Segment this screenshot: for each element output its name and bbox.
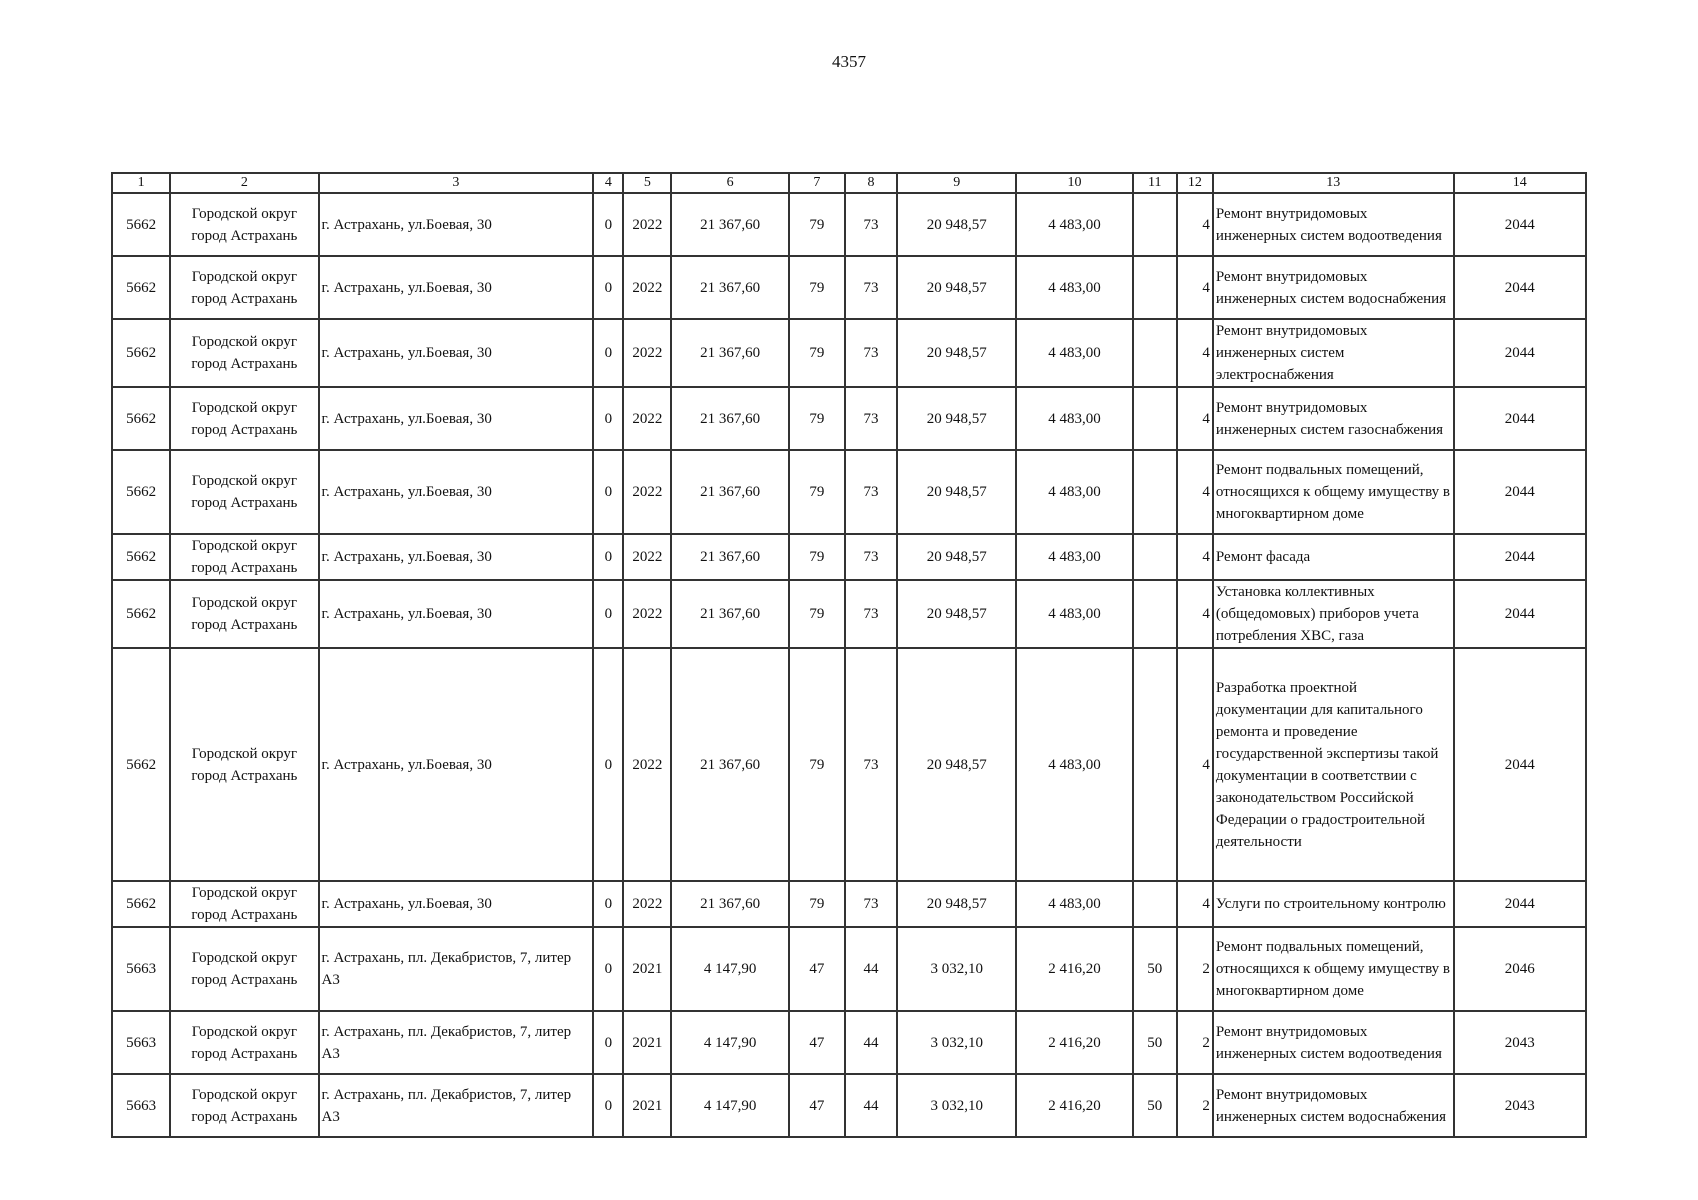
cell-col7: 79 xyxy=(789,256,845,319)
cell-municipality: Городской округ город Астрахань xyxy=(170,1074,318,1137)
cell-col9: 20 948,57 xyxy=(897,450,1016,534)
cell-col9: 20 948,57 xyxy=(897,648,1016,881)
cell-planned-year: 2043 xyxy=(1454,1074,1586,1137)
cell-col8: 73 xyxy=(845,450,897,534)
cell-address: г. Астрахань, пл. Декабристов, 7, литер А3 xyxy=(319,927,594,1011)
cell-col12: 4 xyxy=(1177,648,1213,881)
cell-planned-year: 2044 xyxy=(1454,580,1586,648)
cell-col4: 0 xyxy=(593,648,623,881)
cell-total-area: 21 367,60 xyxy=(671,580,788,648)
cell-col12: 4 xyxy=(1177,450,1213,534)
cell-col7: 79 xyxy=(789,648,845,881)
column-header: 10 xyxy=(1016,173,1132,193)
cell-work-type: Установка коллективных (общедомовых) приборов учета потребления ХВС, газа xyxy=(1213,580,1454,648)
column-number-row xyxy=(112,173,1586,193)
cell-col11: 50 xyxy=(1133,927,1177,1011)
cell-address: г. Астрахань, ул.Боевая, 30 xyxy=(319,193,594,256)
cell-planned-year: 2044 xyxy=(1454,319,1586,387)
cell-planned-year: 2043 xyxy=(1454,1011,1586,1074)
cell-total-area: 21 367,60 xyxy=(671,648,788,881)
cell-id: 5662 xyxy=(112,256,170,319)
cell-address: г. Астрахань, ул.Боевая, 30 xyxy=(319,319,594,387)
cell-col10: 4 483,00 xyxy=(1016,387,1132,450)
cell-work-type: Ремонт внутридомовых инженерных систем водоснабжения xyxy=(1213,1074,1454,1137)
page-number: 4357 xyxy=(832,52,866,71)
cell-address: г. Астрахань, ул.Боевая, 30 xyxy=(319,534,594,580)
cell-col8: 44 xyxy=(845,927,897,1011)
cell-col8: 73 xyxy=(845,387,897,450)
cell-col7: 79 xyxy=(789,193,845,256)
cell-col11: 50 xyxy=(1133,1011,1177,1074)
cell-municipality: Городской округ город Астрахань xyxy=(170,450,318,534)
cell-col4: 0 xyxy=(593,256,623,319)
column-header: 1 xyxy=(112,173,170,193)
cell-year: 2022 xyxy=(623,534,671,580)
cell-col10: 4 483,00 xyxy=(1016,881,1132,927)
cell-work-type: Ремонт внутридомовых инженерных систем электроснабжения xyxy=(1213,319,1454,387)
cell-col10: 4 483,00 xyxy=(1016,193,1132,256)
cell-col4: 0 xyxy=(593,881,623,927)
cell-col10: 2 416,20 xyxy=(1016,1074,1132,1137)
table-row xyxy=(112,648,1586,881)
cell-address: г. Астрахань, ул.Боевая, 30 xyxy=(319,881,594,927)
cell-col10: 4 483,00 xyxy=(1016,450,1132,534)
cell-col7: 79 xyxy=(789,387,845,450)
column-header: 7 xyxy=(789,173,845,193)
cell-municipality: Городской округ город Астрахань xyxy=(170,881,318,927)
cell-address: г. Астрахань, ул.Боевая, 30 xyxy=(319,387,594,450)
cell-id: 5662 xyxy=(112,648,170,881)
cell-year: 2021 xyxy=(623,1074,671,1137)
cell-col4: 0 xyxy=(593,387,623,450)
cell-col12: 4 xyxy=(1177,387,1213,450)
cell-col9: 3 032,10 xyxy=(897,1011,1016,1074)
cell-work-type: Ремонт внутридомовых инженерных систем водоотведения xyxy=(1213,1011,1454,1074)
table-row xyxy=(112,927,1586,1011)
cell-id: 5662 xyxy=(112,387,170,450)
cell-year: 2022 xyxy=(623,256,671,319)
cell-col4: 0 xyxy=(593,1074,623,1137)
cell-planned-year: 2044 xyxy=(1454,256,1586,319)
table-row xyxy=(112,534,1586,580)
cell-col7: 47 xyxy=(789,1011,845,1074)
cell-year: 2022 xyxy=(623,193,671,256)
cell-municipality: Городской округ город Астрахань xyxy=(170,927,318,1011)
cell-col7: 47 xyxy=(789,1074,845,1137)
cell-work-type: Ремонт фасада xyxy=(1213,534,1454,580)
cell-col12: 2 xyxy=(1177,927,1213,1011)
cell-work-type: Услуги по строительному контролю xyxy=(1213,881,1454,927)
cell-col11 xyxy=(1133,193,1177,256)
cell-col11 xyxy=(1133,319,1177,387)
cell-total-area: 21 367,60 xyxy=(671,319,788,387)
cell-col4: 0 xyxy=(593,1011,623,1074)
cell-col8: 44 xyxy=(845,1011,897,1074)
cell-col9: 20 948,57 xyxy=(897,534,1016,580)
cell-total-area: 21 367,60 xyxy=(671,256,788,319)
cell-col11 xyxy=(1133,881,1177,927)
cell-col10: 4 483,00 xyxy=(1016,534,1132,580)
cell-col8: 73 xyxy=(845,580,897,648)
cell-planned-year: 2044 xyxy=(1454,193,1586,256)
cell-col12: 2 xyxy=(1177,1011,1213,1074)
cell-col11 xyxy=(1133,450,1177,534)
cell-col7: 79 xyxy=(789,881,845,927)
cell-col12: 4 xyxy=(1177,193,1213,256)
cell-col8: 73 xyxy=(845,319,897,387)
cell-total-area: 4 147,90 xyxy=(671,1074,788,1137)
cell-col10: 4 483,00 xyxy=(1016,648,1132,881)
cell-col7: 47 xyxy=(789,927,845,1011)
cell-work-type: Ремонт внутридомовых инженерных систем водоснабжения xyxy=(1213,256,1454,319)
cell-address: г. Астрахань, ул.Боевая, 30 xyxy=(319,580,594,648)
cell-total-area: 21 367,60 xyxy=(671,534,788,580)
cell-id: 5662 xyxy=(112,580,170,648)
cell-col11 xyxy=(1133,580,1177,648)
cell-municipality: Городской округ город Астрахань xyxy=(170,648,318,881)
cell-col10: 4 483,00 xyxy=(1016,580,1132,648)
cell-col9: 20 948,57 xyxy=(897,193,1016,256)
cell-col11 xyxy=(1133,256,1177,319)
cell-municipality: Городской округ город Астрахань xyxy=(170,534,318,580)
cell-planned-year: 2044 xyxy=(1454,534,1586,580)
cell-col12: 4 xyxy=(1177,256,1213,319)
cell-total-area: 4 147,90 xyxy=(671,1011,788,1074)
cell-col8: 73 xyxy=(845,534,897,580)
cell-col11 xyxy=(1133,534,1177,580)
cell-col9: 20 948,57 xyxy=(897,319,1016,387)
cell-col9: 3 032,10 xyxy=(897,927,1016,1011)
column-header: 6 xyxy=(671,173,788,193)
cell-planned-year: 2044 xyxy=(1454,450,1586,534)
register-table xyxy=(111,172,1587,1138)
cell-planned-year: 2044 xyxy=(1454,387,1586,450)
cell-municipality: Городской округ город Астрахань xyxy=(170,580,318,648)
cell-municipality: Городской округ город Астрахань xyxy=(170,319,318,387)
cell-col4: 0 xyxy=(593,580,623,648)
column-header: 9 xyxy=(897,173,1016,193)
cell-col11: 50 xyxy=(1133,1074,1177,1137)
cell-col10: 2 416,20 xyxy=(1016,927,1132,1011)
cell-col4: 0 xyxy=(593,319,623,387)
cell-year: 2022 xyxy=(623,450,671,534)
cell-id: 5662 xyxy=(112,319,170,387)
cell-col9: 20 948,57 xyxy=(897,387,1016,450)
column-header: 3 xyxy=(319,173,594,193)
cell-col10: 4 483,00 xyxy=(1016,256,1132,319)
cell-col8: 73 xyxy=(845,193,897,256)
cell-year: 2022 xyxy=(623,648,671,881)
cell-municipality: Городской округ город Астрахань xyxy=(170,387,318,450)
cell-planned-year: 2044 xyxy=(1454,648,1586,881)
cell-col12: 2 xyxy=(1177,1074,1213,1137)
table-row xyxy=(112,319,1586,387)
cell-col7: 79 xyxy=(789,319,845,387)
cell-col9: 20 948,57 xyxy=(897,580,1016,648)
column-header: 8 xyxy=(845,173,897,193)
cell-total-area: 21 367,60 xyxy=(671,193,788,256)
cell-total-area: 21 367,60 xyxy=(671,387,788,450)
cell-year: 2022 xyxy=(623,881,671,927)
cell-col9: 20 948,57 xyxy=(897,881,1016,927)
cell-year: 2021 xyxy=(623,1011,671,1074)
cell-planned-year: 2046 xyxy=(1454,927,1586,1011)
cell-id: 5662 xyxy=(112,881,170,927)
cell-address: г. Астрахань, ул.Боевая, 30 xyxy=(319,450,594,534)
cell-work-type: Разработка проектной документации для капитального ремонта и проведение государственной экспертизы такой документации в соответствии с законодательством Российской Федерации о градостроительной деятельности xyxy=(1213,648,1454,881)
cell-col10: 2 416,20 xyxy=(1016,1011,1132,1074)
column-header: 11 xyxy=(1133,173,1177,193)
table-row xyxy=(112,256,1586,319)
cell-municipality: Городской округ город Астрахань xyxy=(170,256,318,319)
cell-col7: 79 xyxy=(789,580,845,648)
table-row xyxy=(112,1074,1586,1137)
cell-col12: 4 xyxy=(1177,319,1213,387)
cell-col12: 4 xyxy=(1177,881,1213,927)
cell-col8: 73 xyxy=(845,648,897,881)
column-header: 13 xyxy=(1213,173,1454,193)
cell-col8: 73 xyxy=(845,881,897,927)
column-header: 4 xyxy=(593,173,623,193)
column-header: 5 xyxy=(623,173,671,193)
cell-planned-year: 2044 xyxy=(1454,881,1586,927)
cell-col10: 4 483,00 xyxy=(1016,319,1132,387)
cell-col7: 79 xyxy=(789,534,845,580)
table-row xyxy=(112,193,1586,256)
column-header: 14 xyxy=(1454,173,1586,193)
cell-address: г. Астрахань, пл. Декабристов, 7, литер А3 xyxy=(319,1011,594,1074)
cell-address: г. Астрахань, пл. Декабристов, 7, литер А3 xyxy=(319,1074,594,1137)
cell-col9: 3 032,10 xyxy=(897,1074,1016,1137)
cell-work-type: Ремонт подвальных помещений, относящихся к общему имуществу в многоквартирном доме xyxy=(1213,450,1454,534)
cell-col9: 20 948,57 xyxy=(897,256,1016,319)
cell-total-area: 21 367,60 xyxy=(671,881,788,927)
cell-address: г. Астрахань, ул.Боевая, 30 xyxy=(319,648,594,881)
cell-work-type: Ремонт подвальных помещений, относящихся к общему имуществу в многоквартирном доме xyxy=(1213,927,1454,1011)
cell-work-type: Ремонт внутридомовых инженерных систем водоотведения xyxy=(1213,193,1454,256)
cell-col4: 0 xyxy=(593,927,623,1011)
cell-year: 2022 xyxy=(623,319,671,387)
cell-id: 5663 xyxy=(112,1011,170,1074)
cell-municipality: Городской округ город Астрахань xyxy=(170,1011,318,1074)
cell-col8: 73 xyxy=(845,256,897,319)
cell-id: 5663 xyxy=(112,1074,170,1137)
cell-col11 xyxy=(1133,387,1177,450)
cell-municipality: Городской округ город Астрахань xyxy=(170,193,318,256)
cell-col7: 79 xyxy=(789,450,845,534)
cell-col12: 4 xyxy=(1177,580,1213,648)
cell-id: 5662 xyxy=(112,534,170,580)
table-row xyxy=(112,1011,1586,1074)
cell-col4: 0 xyxy=(593,534,623,580)
cell-id: 5662 xyxy=(112,193,170,256)
column-header: 2 xyxy=(170,173,318,193)
cell-col4: 0 xyxy=(593,193,623,256)
cell-id: 5663 xyxy=(112,927,170,1011)
column-header: 12 xyxy=(1177,173,1213,193)
table-row xyxy=(112,881,1586,927)
cell-col11 xyxy=(1133,648,1177,881)
cell-id: 5662 xyxy=(112,450,170,534)
cell-col12: 4 xyxy=(1177,534,1213,580)
cell-total-area: 4 147,90 xyxy=(671,927,788,1011)
table-row xyxy=(112,387,1586,450)
cell-col8: 44 xyxy=(845,1074,897,1137)
cell-year: 2021 xyxy=(623,927,671,1011)
cell-address: г. Астрахань, ул.Боевая, 30 xyxy=(319,256,594,319)
cell-year: 2022 xyxy=(623,580,671,648)
cell-year: 2022 xyxy=(623,387,671,450)
table-row xyxy=(112,580,1586,648)
cell-work-type: Ремонт внутридомовых инженерных систем газоснабжения xyxy=(1213,387,1454,450)
table-row xyxy=(112,450,1586,534)
cell-col4: 0 xyxy=(593,450,623,534)
cell-total-area: 21 367,60 xyxy=(671,450,788,534)
